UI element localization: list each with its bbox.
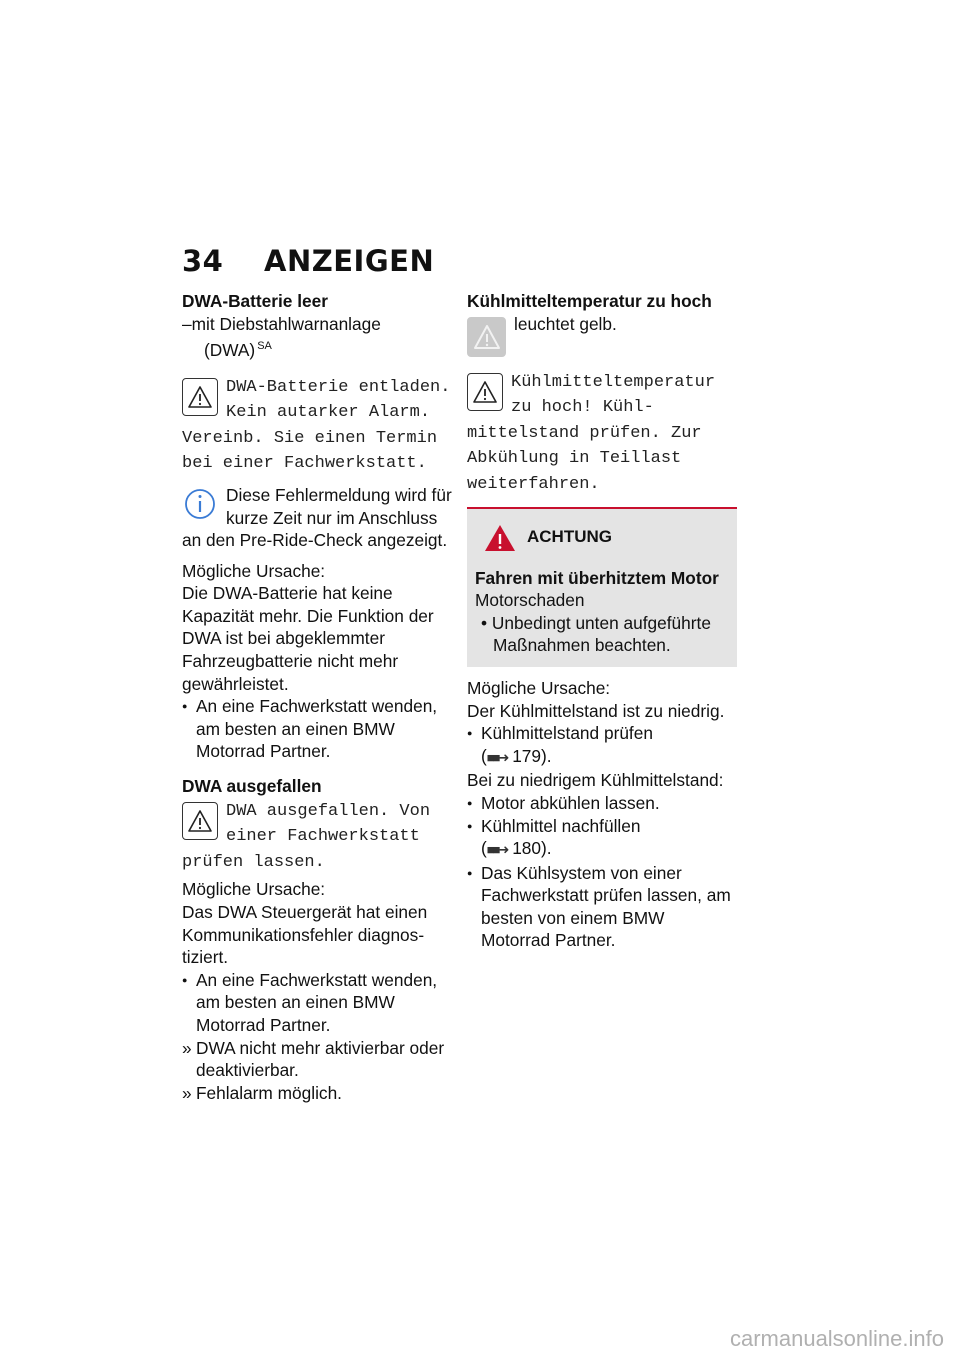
display-text-dwa-failed: DWA ausgefallen. Von einer Fachwerkstatt prüfen lassen. (182, 801, 431, 872)
result-marker: » (182, 1037, 192, 1058)
result-item-2: » Fehlalarm möglich. (182, 1082, 342, 1103)
section-title-dwa-battery: DWA-Batterie leer (182, 291, 328, 311)
cause-text-3: Der Kühlmittelstand ist zu niedrig. (467, 700, 725, 721)
caution-effect: Motorschaden (475, 590, 585, 611)
action-bullet-2: ● An eine Fachwerkstatt wenden, am besten an einen BMW Motorrad Partner. (182, 969, 452, 1037)
caution-box (467, 507, 737, 667)
indicator-light-block (467, 313, 737, 357)
action-bullet: ● An eine Fachwerkstatt wenden, am besten an einen BMW Motorrad Partner. (182, 695, 452, 763)
low-coolant-label: Bei zu niedrigem Kühlmittelstand: (467, 770, 724, 791)
display-message-block-3 (467, 369, 737, 497)
caution-bullet: • Unbedingt unten aufgeführte Maßnahmen beachten. (481, 612, 711, 656)
section-title-dwa-failed: DWA ausgefallen (182, 776, 322, 797)
page-ref-arrow-icon: ■■➜ (486, 842, 508, 858)
info-text: Diese Fehlermeldung wird für kurze Zeit nur im Anschluss an den Pre-Ride-Check angezeigt. (182, 484, 452, 551)
page-number: 34 (182, 244, 224, 278)
result-item-1: » DWA nicht mehr aktivierbar oder deaktivierbar. (182, 1037, 445, 1081)
page-title: ANZEIGEN (264, 244, 435, 278)
condition-text: mit Diebstahlwarnanlage (DWA) (191, 313, 381, 360)
result-marker: » (182, 1082, 192, 1103)
caution-header (483, 523, 729, 553)
info-icon (182, 486, 218, 526)
page-ref-arrow-icon: ■■➜ (486, 749, 508, 765)
cause-label-2: Mögliche Ursache: (182, 879, 326, 900)
warning-triangle-icon (182, 378, 218, 416)
cause-label-3: Mögliche Ursache: (467, 677, 611, 698)
warning-light-icon (467, 317, 506, 357)
warning-triangle-icon (182, 802, 218, 840)
caution-triangle-icon (483, 523, 517, 553)
info-block (182, 484, 452, 552)
display-message-block (182, 374, 452, 476)
workshop-check-bullet: ● Das Kühlsystem von einer Fachwerkstatt prüfen lassen, am besten von einem BMW Motorrad Partner. (467, 862, 737, 952)
caution-label: ACHTUNG (527, 527, 612, 547)
page-ref-179[interactable]: 179). (512, 745, 552, 766)
right-column (467, 290, 737, 952)
check-coolant-bullet: ● Kühlmittelstand prüfen (■■➜ 179). (467, 722, 737, 769)
cause-label: Mögliche Ursache: (182, 560, 326, 581)
display-message-block-2 (182, 798, 452, 875)
page-header (182, 244, 434, 280)
sa-superscript: SA (257, 340, 272, 353)
refill-coolant-bullet: ● Kühlmittel nachfüllen (■■➜ 180). (467, 815, 737, 862)
watermark: carmanualsonline.info (729, 1326, 944, 1351)
page-ref-180[interactable]: 180). (512, 838, 552, 859)
left-column (182, 290, 452, 1104)
display-text-dwa-battery: DWA-Batterie entladen. Kein autarker Alarm. Vereinb. Sie einen Termin bei einer Fachwerkstatt. (182, 377, 451, 474)
caution-heading: Fahren mit überhitztem Motor (475, 567, 719, 588)
cause-text: Die DWA-Batterie hat keine Kapazität mehr. Die Funktion der DWA ist bei abgeklemmter Fahrzeugbatterie nicht mehr gewährleistet. (182, 583, 434, 694)
indicator-light-text: leuchtet gelb. (514, 313, 617, 334)
display-text-coolant: Kühlmitteltemperatur zu hoch! Kühlmittelstand prüfen. Zur Abkühlung in Teillast weiterfahren. (467, 372, 716, 494)
warning-triangle-icon (467, 373, 503, 411)
cause-text-2: Das DWA Steuergerät hat einen Kommunikationsfehler diagnostiziert. (182, 902, 428, 968)
section-title-coolant: Kühlmitteltemperatur zu hoch (467, 291, 712, 311)
cool-engine-bullet: ● Motor abkühlen lassen. (467, 792, 737, 815)
condition-line: –mit Diebstahlwarnanlage (DWA) $^{SA}$ (182, 313, 381, 360)
